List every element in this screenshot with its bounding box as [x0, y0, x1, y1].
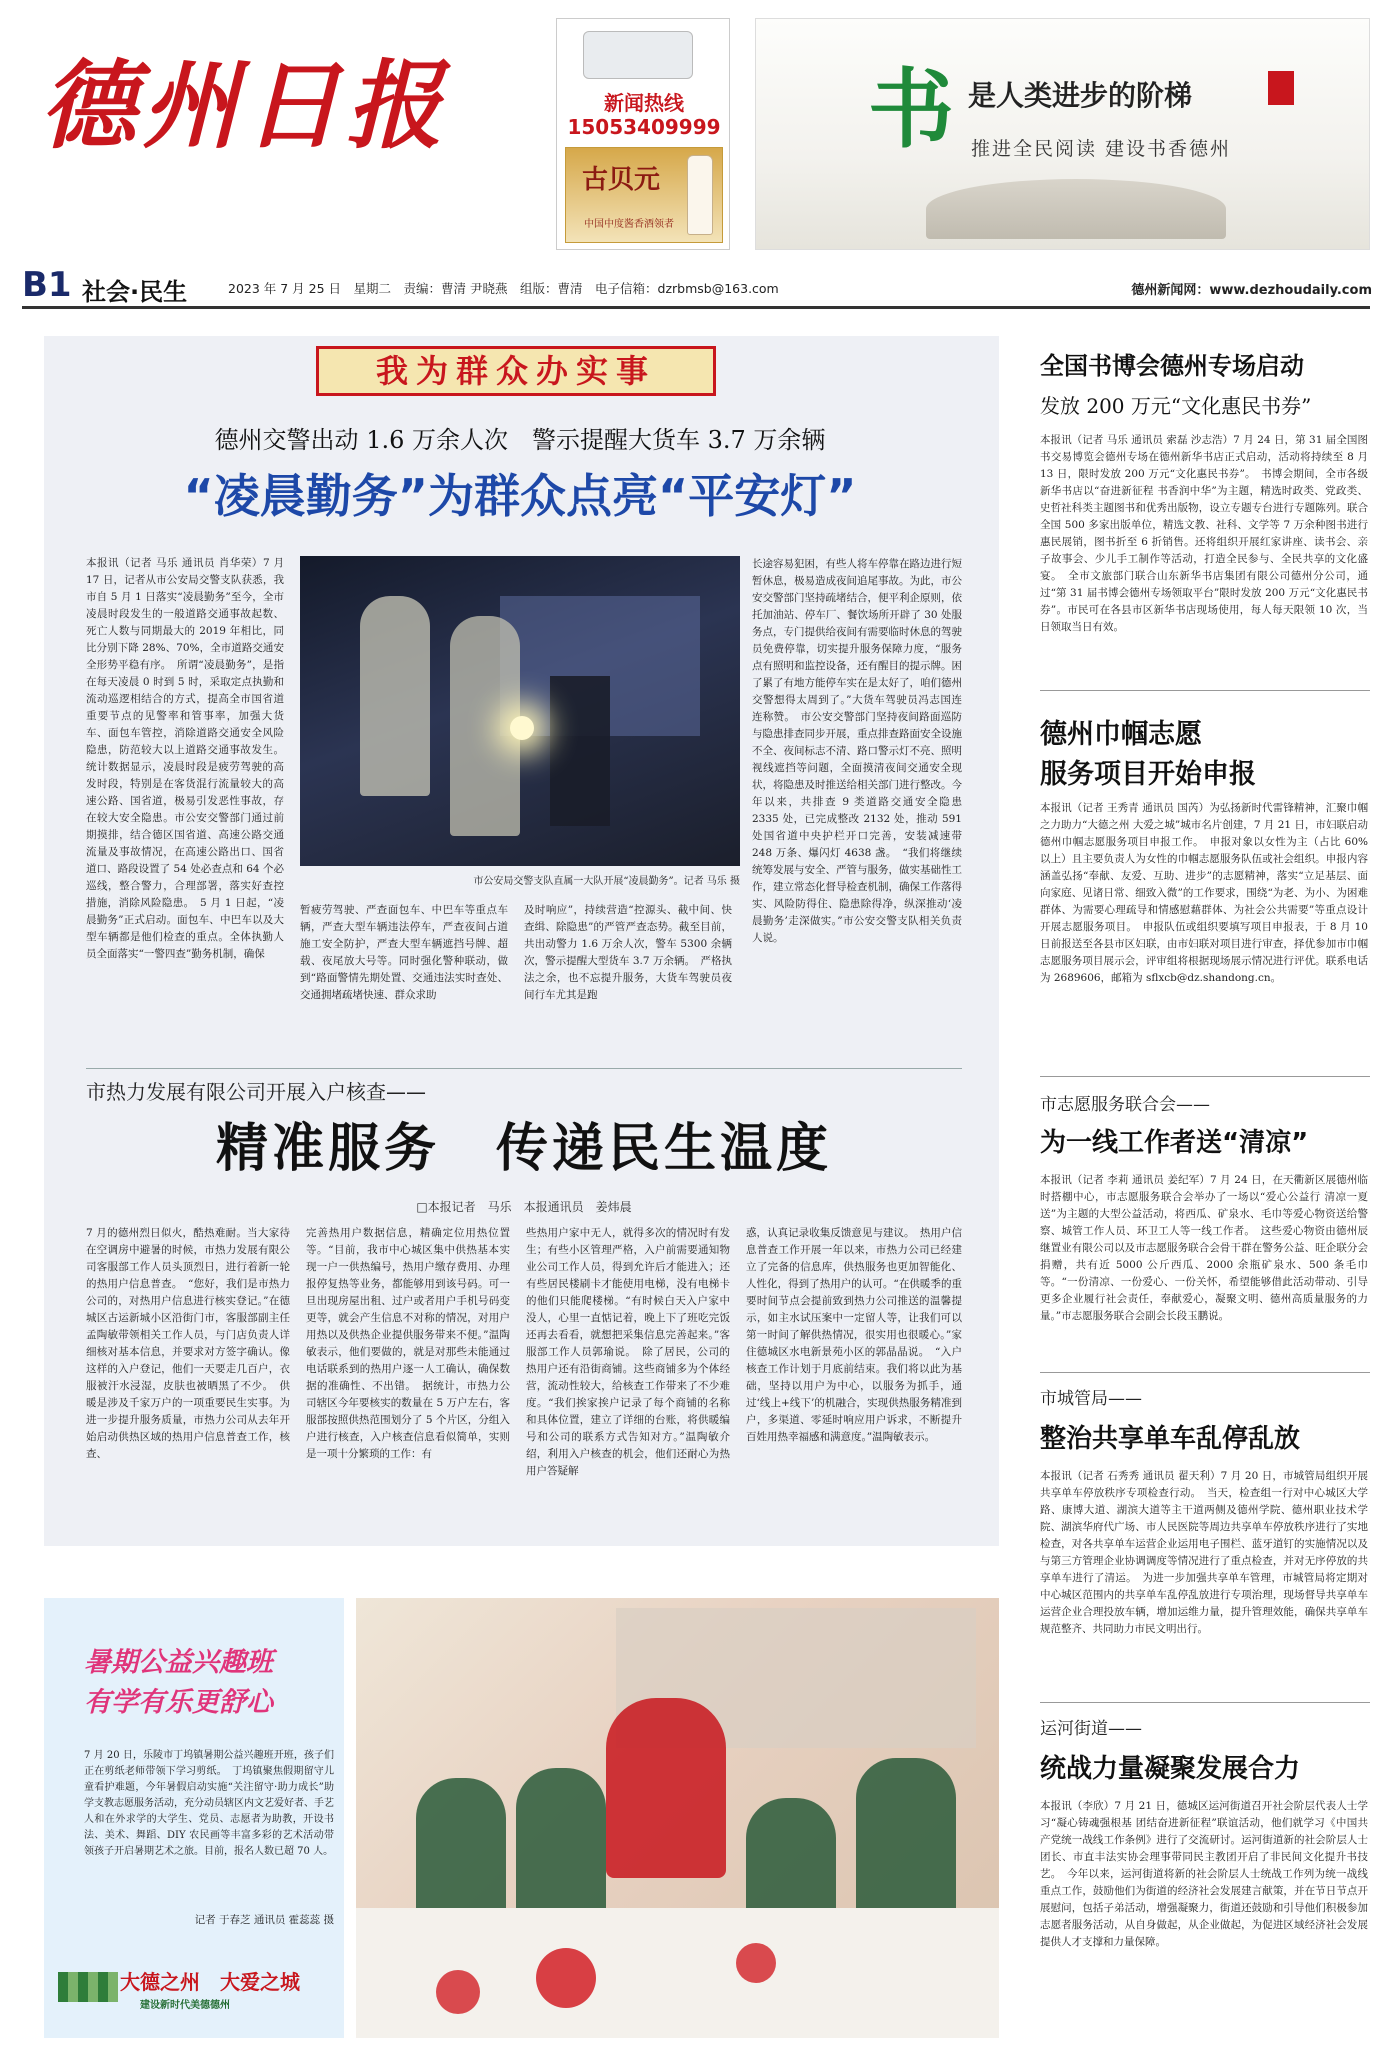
heat-col-2: 完善热用户数据信息，精确定位用热位置等。“目前，我市中心城区集中供热基本实现一户一供热编号，热用户缴存费用、办理报停复热等业务，都能够用到该号码。可一旦出现房屋出租、过户或者用户手机号码变更等，就会产生信息不对称的情况，对用户用热以及供热企业提供服务带来不便。”温陶敏表示，他们要做的，就是对那些未能通过电话联系到的热用户逐一人工确认，确保数据的准确性、不出错。 据统计，市热力公司辖区今年要核实的数量在 5 万户左右，客服部按照供热范围划分了 5 个片区，分组入户进行核查，入户核查信息看似简单，实则是一项十分繁琐的工作：有: [306, 1227, 510, 1460]
side-rule-3: [1040, 1372, 1370, 1373]
heat-col-4: 惑，认真记录收集反馈意见与建议。 热用户信息普查工作开展一年以来，市热力公司已经建立了完备的信息库，供热服务也更加智能化、人性化，得到了热用户的认可。“在供暖季的重要时间节点会提前致到热力公司推送的温馨提示，如主水试压案中一定留人等，让我们可以第一时间了解供热情况，很实用也很暖心。”家住德城区水电新景苑小区的郭晶晶说。 “入户核查工作计划于月底前结束。我们将以此为基础，坚持以用户为中心，以服务为抓手，通过‘线上+线下’的机融合，实现供热服务精准到户，多渠道、零延时响应用户诉求，不断提升百姓用热幸福感和满意度。”温陶敏表示。: [746, 1227, 962, 1443]
open-book-image: [926, 179, 1226, 239]
heat-col-3: 些热用户家中无人，就得多次的情况时有发生；有些小区管理严格，入户前需要通知物业公司工作人员，得到允许后才能进入；还有些居民楼刷卡才能使用电梯，没有电梯卡的他们只能爬楼梯。“有时候白天入户家中没人，心里一直惦记着，晚上下了班吃完饭还再去看看，就想把采集信息完善起来。”客服部工作人员郭瑜说。 除了居民，公司的热用户还有沿街商铺。这些商铺多为个体经营，流动性较大，给核查工作带来了不少难度。“我们挨家挨户记录了每个商铺的名称和具体位置，建立了详细的台账，将供暖编号和公司的联系方式告知对方。”温陶敏介绍，利用入户核查的机会，他们还耐心为热用户答疑解: [526, 1227, 730, 1477]
city-skyline-icon: [58, 1972, 118, 2002]
feature-subhead: 德州交警出动 1.6 万余人次 警示提醒大货车 3.7 万余辆: [214, 426, 826, 454]
heat-top-rule: [86, 1068, 962, 1069]
women-body: 本报讯（记者 王秀青 通讯员 国芮）为弘扬新时代雷锋精神，汇聚巾帼之力助力“大德之州 大爱之城”城市名片创建，7 月 21 日，市妇联启动德州巾帼志愿服务项目申报工作。 申报对象以女性为主（占比 60% 以上）且主要负责人为女性的巾帼志愿服务队伍或社会组织。申报内容涵盖弘扬“奉献、友爱、互助、进步”的志愿精神，落实“立足基层、面向家庭、见诸日常、细致入微”的工作要求，围绕“为老、为小、为困难群体、为需要心理疏导和情感慰藉群体、为社会公共需要”等重点设计开展志愿服务项目。 申报队伍或组织要填写项目申报表，于 8 月 10 日前报送至各县市区妇联，由市妇联对项目进行审查，择优参加市巾帼志愿服务项目展示会，评审组将根据现场展示情况进行评优。联系电话为 2689606，邮箱为 sflxcb@dz.shandong.cn。: [1040, 802, 1368, 984]
summer-credit: 记者 于春芝 通讯员 霍蕊蕊 摄: [194, 1914, 334, 1926]
feature-headline: “凌晨勤务”为群众点亮“平安灯”: [183, 469, 857, 523]
feature-col-3: 及时响应”，持续营造“控源头、截中间、快查缉、除隐患”的严管严查态势。截至目前，共出动警力 1.6 万余人次，警车 5300 余辆次，警示提醒大型货车 3.7 万余辆。 严格执法之余，也不忘提升服务，大货车驾驶员夜间行车尤其是跑: [524, 904, 732, 1001]
canal-body: 本报讯（李欣）7 月 21 日，德城区运河街道召开社会阶层代表人士学习“凝心铸魂强根基 团结奋进新征程”联谊活动，他们就学习《中国共产党统一战线工作条例》进行了交流研讨。运河街道新的社会阶层人士团长、市直丰法实协会理事带同民主教团开启了非民间文化提升书技艺。 今年以来，运河街道将新的社会阶层人士统战工作列为统一战线重点工作，鼓励他们为街道的经济社会发展建言献策，并在节日节点开展慰问，包括子弟活动，增强凝聚力，街道还鼓励和引导他们积极参加志愿者服务活动，从自身做起，从企业做起，为促进区域经济社会发展提供人才支撑和力量保障。: [1040, 1800, 1368, 1948]
hotline-label: 新闻热线: [604, 91, 684, 115]
city-body: 本报讯（记者 石秀秀 通讯员 翟天利）7 月 20 日，市城管局组织开展共享单车停放秩序专项检查行动。 当天，检查组一行对中心城区大学路、康博大道、湖滨大道等主干道两侧及德州学院、德州职业技术学院、湖滨华府代广场、市人民医院等周边共享单车停放秩序进行了实地检查，对各共享单车运营企业运用电子围栏、蓝牙道钉的实施情况以及与第三方管理企业协调调度等情况进行了重点检查，并对无序停放的共享单车进行了清运。 为进一步加强共享单车管理，市城管局将定期对中心城区范围内的共享单车乱停乱放进行专项治理，现场督导共享单车运营企业合理投放车辆，增加运维力量，提升管理效能，确保共享单车规范整齐、共同助力市民文明出行。: [1040, 1470, 1368, 1635]
heat-headline: 精准服务 传递民生温度: [215, 1118, 832, 1179]
side-rule-1: [1040, 690, 1370, 691]
summer-headline-2: 有学有乐更舒心: [84, 1687, 273, 1718]
header-rule: [22, 306, 1370, 309]
heat-byline: □本报记者 马乐 本报通讯员 姜炜晨: [416, 1200, 632, 1214]
hotline-ad: [556, 18, 730, 250]
feature-col-1: 本报讯（记者 马乐 通讯员 肖华荣）7 月 17 日，记者从市公安局交警支队获悉，我市自 5 月 1 日落实“凌晨勤务”至今，全市凌晨时段发生的一般道路交通事故起数、死亡人数与同期最大的 2019 年相比，同比分别下降 28%、70%，全市道路交通安全形势平稳有序。 所谓“凌晨勤务”，是指在每天凌晨 0 时到 5 时，采取定点执勤和流动巡逻相结合的方式，提高全市国省道重要节点的见警率和管事率，加强大货车、面包车管控，消除道路交通安全风险隐患，防范较大以上道路交通事故发生。统计数据显示，凌晨时段是疲劳驾驶的高发时段，特别是在客货混行流量较大的高速公路、国省道，极易引发恶性事故，存在较大安全隐患。市公安交警部门通过前期摸排，结合德区国省道、高速公路交通流量及事故情况，在高速公路出口、国省道口、路段设置了 54 处必查点和 64 个必巡线，整合警力，合理部署，落实好查控措施，消除风险隐患。 5 月 1 日起，“凌晨勤务”正式启动。面包车、中巴车以及大型车辆都是他们检查的重点。全体执勤人员全面落实“一警四查”勤务机制，确保: [86, 557, 284, 960]
book-char: 书: [868, 59, 954, 160]
feature-col-4: 长途容易犯困，有些人将车停靠在路边进行短暂休息，极易造成夜间追尾事故。为此，市公安交警部门坚持疏堵结合，便平利企原则，依托加油站、停车厂、餐饮场所开辟了 30 处服务点，专门提供给夜间有需要临时休息的驾驶员免费停靠，切实提升服务保障力度，“服务点有照明和监控设备，还有醒目的提示牌。困了累了有地方能停车实在是太好了，咱们德州交警想得太周到了。”大货车驾驶员冯志国连连称赞。 市公安交警部门坚持夜间路面巡防与隐患排查同步开展，重点排查路面安全设施不全、夜间标志不清、路口警示灯不亮、照明视线遮挡等问题，全面摸清夜间交通安全现状，将隐患及时推送给相关部门进行整改。今年以来，共排查 9 类道路交通安全隐患 2335 处，已完成整改 2132 处，推动 591 处国省道中央护栏开口完善，安装减速带 248 万条、爆闪灯 4638 盏。 “我们将继续统筹发展与安全、严管与服务，做实基础性工作，建立常态化督导检查机制，确保工作落得实、风险防得住、隐患除得净，纵深推动‘凌晨勤务’走深做实。”市公安交警支队相关负责人说。: [752, 558, 962, 944]
hotline-number: 15053409999: [567, 115, 721, 139]
side-rule-4: [1040, 1702, 1370, 1703]
section-name: 社会·民生: [82, 278, 188, 306]
masthead-title: 德州日报: [40, 49, 448, 162]
site-url: 德州新闻网：www.dezhoudaily.com: [1131, 283, 1372, 298]
feature-banner: 我为群众办实事: [316, 346, 716, 396]
heat-col-1: 7 月的德州烈日似火，酷热难耐。当大家待在空调房中避暑的时候，市热力发展有限公司客服部工作人员头顶烈日，进行着新一轮的热用户信息普查。 “您好，我们是市热力公司的，对热用户信息进行核实登记。”在德城区古运新城小区沿街门市，客服部副主任孟陶敏带领相关工作人员，与门店负责人详细核对基本信息，并要求对方签字确认。像这样的入户登记，他们一天要走几百户，衣服被汗水浸湿，皮肤也被晒黑了不少。 供暖是涉及千家万户的一项重要民生实事。为进一步提升服务质量，市热力公司从去年开始启动供热区域的热用户信息普查工作，核查、: [86, 1227, 290, 1460]
heat-kicker: 市热力发展有限公司开展入户核查——: [86, 1080, 426, 1104]
women-title-2: 服务项目开始申报: [1040, 759, 1256, 790]
summer-headline-1: 暑期公益兴趣班: [84, 1647, 273, 1678]
women-title-1: 德州巾帼志愿: [1040, 719, 1202, 750]
book-body: 本报讯（记者 马乐 通讯员 索磊 沙志浩）7 月 24 日，第 31 届全国图书交易博览会德州专场在德州新华书店正式启动，活动将持续至 8 月 13 日，限时发放 200 万元“文化惠民书券”。 书博会期间，全市各级新华书店以“奋进新征程 书香润中华”为主题，精选时政类、党政类、史哲社科类主题图书和优秀出版物，设立专题专台进行专题陈列。联合全国 500 多家出版单位，精选文教、社科、文学等 7 万余种图书进行惠民展销，图书折至 6 折销售。还将组织开展红家讲座、读书会、亲子故事会、少儿手工制作等活动，打造全民参与、全民共享的文化盛宴。 全市文旅部门联合山东新华书店集团有限公司德州分公司，通过“第 31 届书博会德州专场领取平台”限时发放 200 万元“文化惠民书券”。市民可在各县市区新华书店现场使用，每人每天限领 10 次，当日领取当日有效。: [1040, 434, 1368, 633]
liquor-brand: 古贝元: [581, 165, 660, 195]
side-rule-2: [1040, 1076, 1370, 1077]
liquor-sub: 中国中度酱香酒领者: [584, 219, 674, 230]
summer-body: 7 月 20 日，乐陵市丁坞镇暑期公益兴趣班开班，孩子们正在剪纸老师带领下学习剪纸。 丁坞镇聚焦假期留守儿童看护难题，今年暑假启动实施“关注留守·助力成长”助学支教志愿服务活动，充分动员辖区内文艺爱好者、手艺人和在外求学的大学生、党员、志愿者为助教，开设书法、美术、舞蹈、DIY 农民画等丰富多彩的艺术活动带领孩子开启暑期艺术之旅。目前，报名人数已超 70 人。: [84, 1750, 334, 1857]
city-title: 整治共享单车乱停乱放: [1040, 1424, 1301, 1454]
reading-banner: [755, 18, 1370, 250]
book-title-1: 全国书博会德州专场启动: [1040, 352, 1304, 380]
slogan-main: 是人类进步的阶梯: [968, 79, 1193, 112]
brand-line-1: 大德之州 大爱之城: [120, 1970, 300, 1994]
paper-cutting-class-photo: [356, 1598, 999, 2038]
canal-kicker: 运河街道——: [1040, 1719, 1142, 1739]
slogan-sub: 推进全民阅读 建设书香德州: [971, 138, 1232, 160]
book-title-2: 发放 200 万元“文化惠民书券”: [1040, 394, 1312, 418]
seal-icon: [1268, 71, 1294, 105]
vol-title: 为一线工作者送“清凉”: [1040, 1128, 1309, 1158]
canal-title: 统战力量凝聚发展合力: [1040, 1754, 1301, 1784]
liquor-bottle-icon: [687, 155, 713, 235]
feature-col-2: 暂疲劳驾驶、严查面包车、中巴车等重点车辆，严查大型车辆违法停车，严查夜间占道施工安全防护，严查大型车辆遮挡号牌、超载、夜尾放大号等。同时强化警种联动，做到“路面警情先期处置、交通违法实时查处、交通拥堵疏堵快速、群众求助: [300, 904, 508, 1001]
page-number: B1: [22, 265, 72, 305]
feature-photo-caption: 市公安局交警支队直属一大队开展“凌晨勤务”。记者 马乐 摄: [473, 876, 740, 887]
vol-body: 本报讯（记者 李莉 通讯员 姜纪军）7 月 24 日，在天衢新区展德州临时搭棚中心，市志愿服务联合会举办了一场以“爱心公益行 清凉一夏送”为主题的大型公益活动，将西瓜、矿泉水、毛巾等爱心物资送给警察、城管工作人员、环卫工人等一线工作者。 这些爱心物资由德州辰继置业有限公司以及市志愿服务联合会骨干群在警务公益、旺企联分会捐赠，共有近 5000 公斤西瓜、2000 余瓶矿泉水、500 条毛巾等。“一份清凉、一份爱心、一份关怀，希望能够借此活动带动、引导更多企业履行社会责任，奉献爱心，凝聚文明、德州高质量服务的力量。”市志愿服务联合会副会长段玉鹏说。: [1040, 1174, 1368, 1322]
night-police-photo: [300, 556, 740, 866]
issue-meta: 2023 年 7 月 25 日 星期二 责编：曹清 尹晓燕 组版：曹清 电子信箱：dzrbmsb@163.com: [228, 281, 779, 296]
phone-icon: [583, 31, 693, 79]
brand-line-2: 建设新时代美德德州: [140, 2000, 230, 2011]
city-kicker: 市城管局——: [1040, 1389, 1142, 1409]
vol-kicker: 市志愿服务联合会——: [1040, 1095, 1210, 1115]
